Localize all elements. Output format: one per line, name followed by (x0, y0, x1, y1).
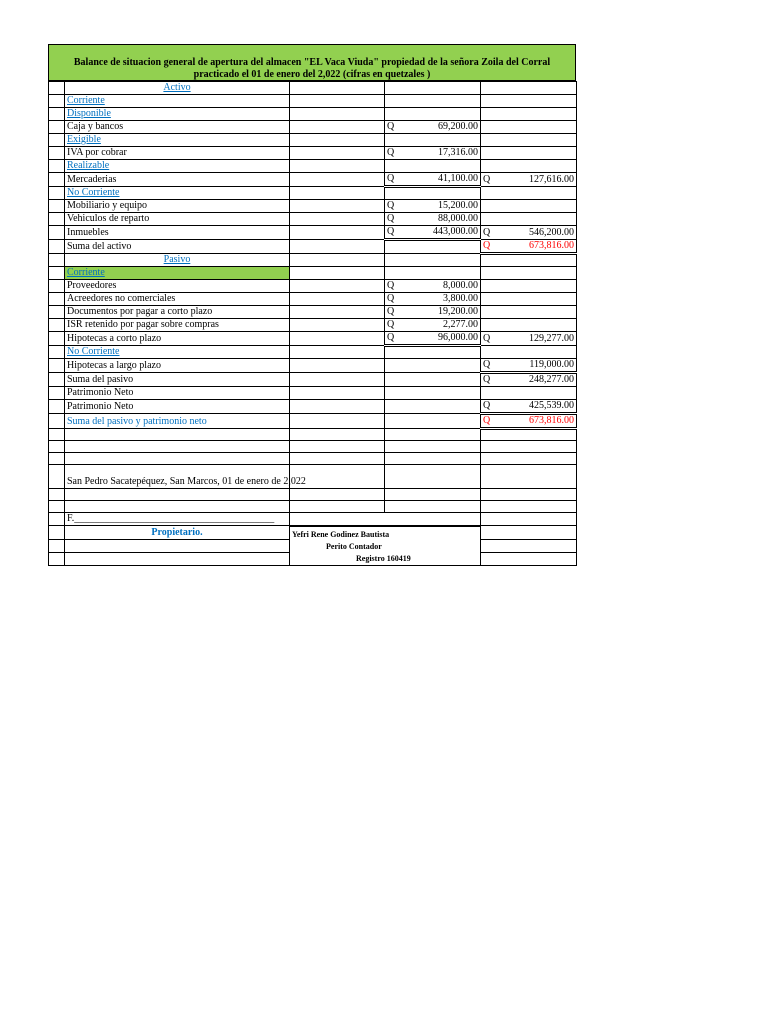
disponible-link[interactable]: Disponible (67, 108, 111, 119)
table-row (49, 387, 577, 400)
title-line-1: Balance de situacion general de apertura del almacen "EL Vaca Viuda" propiedad de la señora Zoila del Corral (73, 57, 551, 68)
propietario-label: Propietario. (151, 526, 203, 538)
row-firma (49, 513, 577, 526)
table-row (49, 293, 577, 306)
contador-name: Yefri Rene Godinez Bautista (292, 529, 390, 539)
table-row (49, 359, 577, 373)
contador-title: Perito Contador (326, 541, 382, 551)
row-place-date (49, 465, 577, 489)
table-row (49, 414, 577, 429)
balance-sheet (48, 44, 576, 566)
patrimonio-amount: 425,539.00 (529, 400, 574, 411)
row-activo-corriente (49, 95, 577, 108)
caja-amount: 69,200.00 (438, 121, 478, 132)
inmuebles-label: Inmuebles (65, 226, 290, 240)
currency-symbol: Q (387, 121, 395, 132)
empty-row (49, 501, 577, 513)
currency-symbol: Q (387, 173, 395, 184)
activo-corriente-total: 127,616.00 (529, 174, 574, 185)
currency-symbol: Q (387, 280, 395, 291)
mobiliario-amount: 15,200.00 (438, 200, 478, 211)
currency-symbol: Q (483, 333, 491, 344)
table-row (49, 280, 577, 293)
currency-symbol: Q (483, 359, 491, 370)
row-pasivo-heading (49, 254, 577, 267)
exigible-link[interactable]: Exigible (67, 134, 101, 145)
hipotecas-cp-amount: 96,000.00 (438, 332, 478, 343)
iva-amount: 17,316.00 (438, 147, 478, 158)
row-exigible (49, 134, 577, 147)
suma-activo-label: Suma del activo (65, 240, 290, 254)
table-row (49, 306, 577, 319)
activo-corriente-link[interactable]: Corriente (67, 95, 105, 106)
sheet-title (48, 44, 576, 81)
isr-label: ISR retenido por pagar sobre compras (65, 319, 290, 332)
balance-table (48, 81, 577, 566)
patrimonio-label: Patrimonio Neto (65, 400, 290, 414)
empty-row (49, 489, 577, 501)
currency-symbol: Q (387, 200, 395, 211)
table-row (49, 332, 577, 346)
table-row (49, 147, 577, 160)
currency-symbol: Q (387, 319, 395, 330)
vehiculos-amount: 88,000.00 (438, 213, 478, 224)
currency-symbol: Q (483, 174, 491, 185)
mobiliario-label: Mobiliario y equipo (65, 200, 290, 213)
mercaderias-amount: 41,100.00 (438, 173, 478, 184)
table-row (49, 373, 577, 387)
currency-symbol: Q (387, 147, 395, 158)
pasivo-corriente-total: 129,277.00 (529, 333, 574, 344)
suma-activo-amount: 673,816.00 (529, 240, 574, 251)
empty-row (49, 453, 577, 465)
pasivo-corriente-link[interactable]: Corriente (67, 267, 105, 278)
pasivo-heading[interactable]: Pasivo (163, 254, 191, 265)
currency-symbol: Q (387, 213, 395, 224)
hipotecas-lp-label: Hipotecas a largo plazo (65, 359, 290, 373)
pasivo-no-corriente-link[interactable]: No Corriente (67, 346, 120, 357)
currency-symbol: Q (483, 400, 491, 411)
total-pasivo-patrimonio-amount: 673,816.00 (529, 415, 574, 426)
row-activo-no-corriente (49, 187, 577, 200)
mercaderias-label: Mercaderias (65, 173, 290, 187)
row-pasivo-corriente (49, 267, 577, 280)
row-propietario (49, 526, 577, 540)
caja-label: Caja y bancos (65, 121, 290, 134)
realizable-link[interactable]: Realizable (67, 160, 110, 171)
table-row (49, 240, 577, 254)
patrimonio-heading: Patrimonio Neto (65, 387, 290, 400)
firma-line: F.________________________________________ (67, 513, 275, 524)
table-row (49, 226, 577, 240)
inmuebles-amount: 443,000.00 (433, 226, 478, 237)
table-row (49, 173, 577, 187)
table-row (49, 400, 577, 414)
currency-symbol: Q (483, 374, 491, 385)
currency-symbol: Q (483, 415, 491, 426)
currency-symbol: Q (387, 306, 395, 317)
currency-symbol: Q (387, 293, 395, 304)
place-date: San Pedro Sacatepéquez, San Marcos, 01 de enero de 2,022 (67, 476, 306, 487)
row-realizable (49, 160, 577, 173)
currency-symbol: Q (483, 240, 491, 251)
hipotecas-lp-amount: 119,000.00 (529, 359, 574, 370)
proveedores-amount: 8,000.00 (443, 280, 478, 291)
registro-number: Registro 160419 (356, 553, 411, 563)
currency-symbol: Q (387, 226, 395, 237)
documentos-label: Documentos por pagar a corto plazo (65, 306, 290, 319)
title-line-2: practicado el 01 de enero del 2,022 (cifras en quetzales ) (193, 69, 431, 80)
activo-no-corriente-link[interactable]: No Corriente (67, 187, 120, 198)
empty-row (49, 441, 577, 453)
activo-no-corriente-total: 546,200.00 (529, 227, 574, 238)
row-pasivo-no-corriente (49, 346, 577, 359)
activo-heading[interactable]: Activo (163, 82, 191, 93)
currency-symbol: Q (387, 332, 395, 343)
proveedores-label: Proveedores (65, 280, 290, 293)
vehiculos-label: Vehiculos de reparto (65, 213, 290, 226)
hipotecas-cp-label: Hipotecas a corto plazo (65, 332, 290, 346)
table-row (49, 319, 577, 332)
row-activo-heading (49, 82, 577, 95)
iva-label: IVA por cobrar (65, 147, 290, 160)
suma-pasivo-label: Suma del pasivo (65, 373, 290, 387)
empty-row (49, 429, 577, 441)
documentos-amount: 19,200.00 (438, 306, 478, 317)
currency-symbol: Q (483, 227, 491, 238)
suma-pasivo-amount: 248,277.00 (529, 374, 574, 385)
total-pasivo-patrimonio-label: Suma del pasivo y patrimonio neto (67, 416, 207, 427)
acreedores-label: Acreedores no comerciales (65, 293, 290, 306)
table-row (49, 200, 577, 213)
table-row (49, 213, 577, 226)
acreedores-amount: 3,800.00 (443, 293, 478, 304)
isr-amount: 2,277.00 (443, 319, 478, 330)
row-disponible (49, 108, 577, 121)
table-row (49, 121, 577, 134)
